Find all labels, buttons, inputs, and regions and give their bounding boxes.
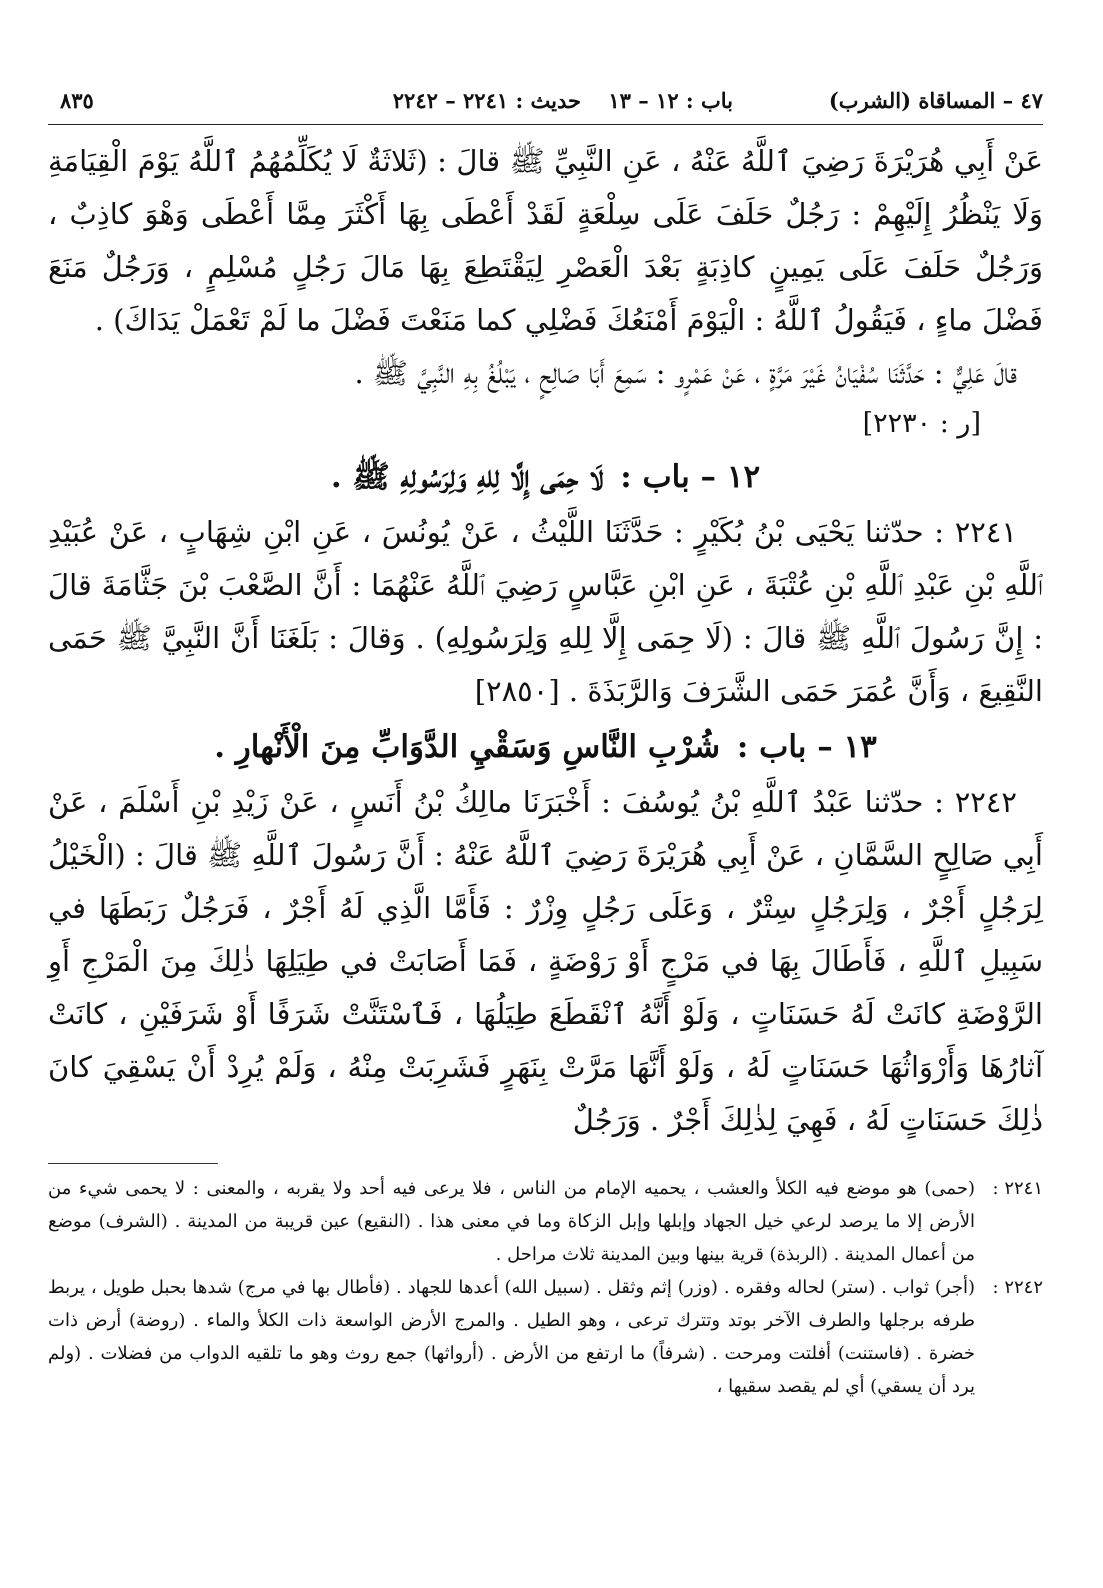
bab-12-title: لَا حِمَى إِلَّا لِلهِ وَلِرَسُولِهِ ﷺ .	[330, 459, 604, 495]
bab-range: باب : ١٢ – ١٣	[608, 88, 733, 113]
hadith-continuation: عَنْ أَبِي هُرَيْرَةَ رَضِيَ ٱللَّهُ عَنْهُ ، عَنِ النَّبِيِّ ﷺ قالَ : (ثَلاثَةٌ لَا يُكَلِّمُهُمُ ٱللَّهُ يَوْمَ الْقِيَامَةِ وَلَا يَنْظُرُ إِلَيْهِمْ : رَجُلٌ حَلَفَ عَلَى سِلْعَةٍ لَقَدْ أَعْطَى بِهَا أَكْثَرَ مِمَّا أَعْطَى وَهْوَ كاذِبٌ ، وَرَجُلٌ حَلَفَ عَلَى يَمِينٍ كاذِبَةٍ بَعْدَ الْعَصْرِ لِيَقْتَطِعَ بِهَا مَالَ رَجُلٍ مُسْلِمٍ ، وَرَجُلٌ مَنَعَ فَضْلَ ماءٍ ، فَيَقُولُ ٱللَّهُ : الْيَوْمَ أَمْنَعُكَ فَضْلِي كما مَنَعْتَ فَضْلَ ما لَمْ تَعْمَلْ يَدَاكَ) .	[48, 144, 1043, 337]
footnote-2242-number: ٢٢٤٢ :	[992, 1277, 1043, 1298]
bab-13-number: ١٣ – باب :	[736, 729, 877, 765]
chapter-title: ٤٧ – المساقاة (الشرب)	[828, 88, 1043, 113]
bab-12-number: ١٢ – باب :	[620, 459, 761, 495]
cross-reference: [ر : ٢٢٣٠]	[862, 408, 981, 439]
hadith-range: حديث : ٢٢٤١ – ٢٢٤٢	[392, 88, 581, 113]
bab-13-title: شُرْبِ النَّاسِ وَسَقْيِ الدَّوَابِّ مِنَ الْأَنْهارِ .	[214, 729, 721, 765]
narration-note: قالَ عَلِيٌّ : حَدَّثَنَا سُفْيَانُ غَيْرَ مَرَّةٍ ، عَنْ عَمْرٍو : سَمِعَ أَبَا صَالِحٍ ، يَبْلُغُ بِهِ النَّبِيَّ ﷺ .	[354, 356, 1017, 390]
running-header	[48, 84, 1043, 125]
main-text	[48, 135, 1043, 1147]
page-number: ٨٣٥	[60, 88, 94, 113]
bab-12-heading	[48, 448, 1043, 506]
footnotes	[48, 1172, 1043, 1403]
footnote-2241	[48, 1172, 1043, 1271]
hadith-2242: ٢٢٤٢ : حدّثنا عَبْدُ ٱللَّهِ بْنُ يُوسُفَ : أَخْبَرَنَا مالِكُ بْنُ أَنَسٍ ، عَنْ زَيْدِ بْنِ أَسْلَمَ ، عَنْ أَبِي صَالِحٍ السَّمَّانِ ، عَنْ أَبِي هُرَيْرَةَ رَضِيَ ٱللَّهُ عَنْهُ : أَنَّ رَسُولَ ٱللَّهِ ﷺ قالَ : (الْخَيْلُ لِرَجُلٍ أَجْرٌ ، وَلِرَجُلٍ سِتْرٌ ، وَعَلَى رَجُلٍ وِزْرٌ : فَأَمَّا الَّذِي لَهُ أَجْرٌ ، فَرَجُلٌ رَبَطَهَا في سَبِيلِ ٱللَّهِ ، فَأَطَالَ بِهَا في مَرْجٍ أَوْ رَوْضَةٍ ، فَمَا أَصَابَتْ في طِيَلِهَا ذٰلِكَ مِنَ الْمَرْجِ أَوِ الرَّوْضَةِ كانَتْ لَهُ حَسَنَاتٍ ، وَلَوْ أَنَّهُ ٱنْقَطَعَ طِيَلُهَا ، فَٱسْتَنَّتْ شَرَفًا أَوْ شَرَفَيْنِ ، كانَتْ آثارُهَا وَأَرْوَاثُهَا حَسَنَاتٍ لَهُ ، وَلَوْ أَنَّهَا مَرَّتْ بِنَهَرٍ فَشَرِبَتْ مِنْهُ ، وَلَمْ يُرِدْ أَنْ يَسْقِيَ كانَ ذٰلِكَ حَسَنَاتٍ لَهُ ، فَهِيَ لِذٰلِكَ أَجْرٌ . وَرَجُلٌ	[48, 785, 1043, 1137]
footnote-2241-number: ٢٢٤١ :	[992, 1178, 1043, 1199]
bab-13-heading	[48, 718, 1043, 776]
footnote-separator	[48, 1163, 218, 1164]
footnote-2241-text: (حمى) هو موضع فيه الكلأ والعشب ، يحميه الإمام من الناس ، فلا يرعى فيه أحد ولا يقربه ، والمعنى : لا يحمى شيء من الأرض إلا ما يرصد لرعي خيل الجهاد وإبلها وإبل الزكاة وما في معنى هذا . (النقيع) عين قريبة من المدينة . (الشرف) موضع من أعمال المدينة . (الربذة) قرية بينها وبين المدينة ثلاث مراحل .	[48, 1178, 975, 1265]
hadith-2241: ٢٢٤١ : حدّثنا يَحْيَى بْنُ بُكَيْرٍ : حَدَّثَنَا اللَّيْثُ ، عَنْ يُونُسَ ، عَنِ ابْنِ شِهَابٍ ، عَنْ عُبَيْدِ ٱللَّهِ بْنِ عَبْدِ ٱللَّهِ بْنِ عُتْبَةَ ، عَنِ ابْنِ عَبَّاسٍ رَضِيَ ٱللَّهُ عَنْهُمَا : أَنَّ الصَّعْبَ بْنَ جَثَّامَةَ قالَ : إِنَّ رَسُولَ ٱللَّهِ ﷺ قالَ : (لَا حِمَى إِلَّا لِلهِ وَلِرَسُولِهِ) . وَقالَ : بَلَغَنَا أَنَّ النَّبِيَّ ﷺ حَمَى النَّقِيعَ ، وَأَنَّ عُمَرَ حَمَى الشَّرَفَ وَالرَّبَذَةَ . [٢٨٥٠]	[48, 515, 1043, 708]
footnote-2242	[48, 1271, 1043, 1403]
footnote-2242-text: (أجر) ثواب . (ستر) لحاله وفقره . (وزر) إثم وثقل . (سبيل الله) أعدها للجهاد . (فأطال بها في مرج) شدها بحبل طويل ، يربط طرفه برجلها والطرف الآخر بوتد وتترك ترعى ، وهو الطيل . والمرج الأرض الواسعة ذات الكلأ والماء . (روضة) أرض ذات خضرة . (فاستنت) أفلتت ومرحت . (شرفاً) ما ارتفع من الأرض . (أرواثها) جمع روث وهو ما تلقيه الدواب من فضلات . (ولم يرد أن يسقي) أي لم يقصد سقيها ،	[48, 1277, 975, 1397]
